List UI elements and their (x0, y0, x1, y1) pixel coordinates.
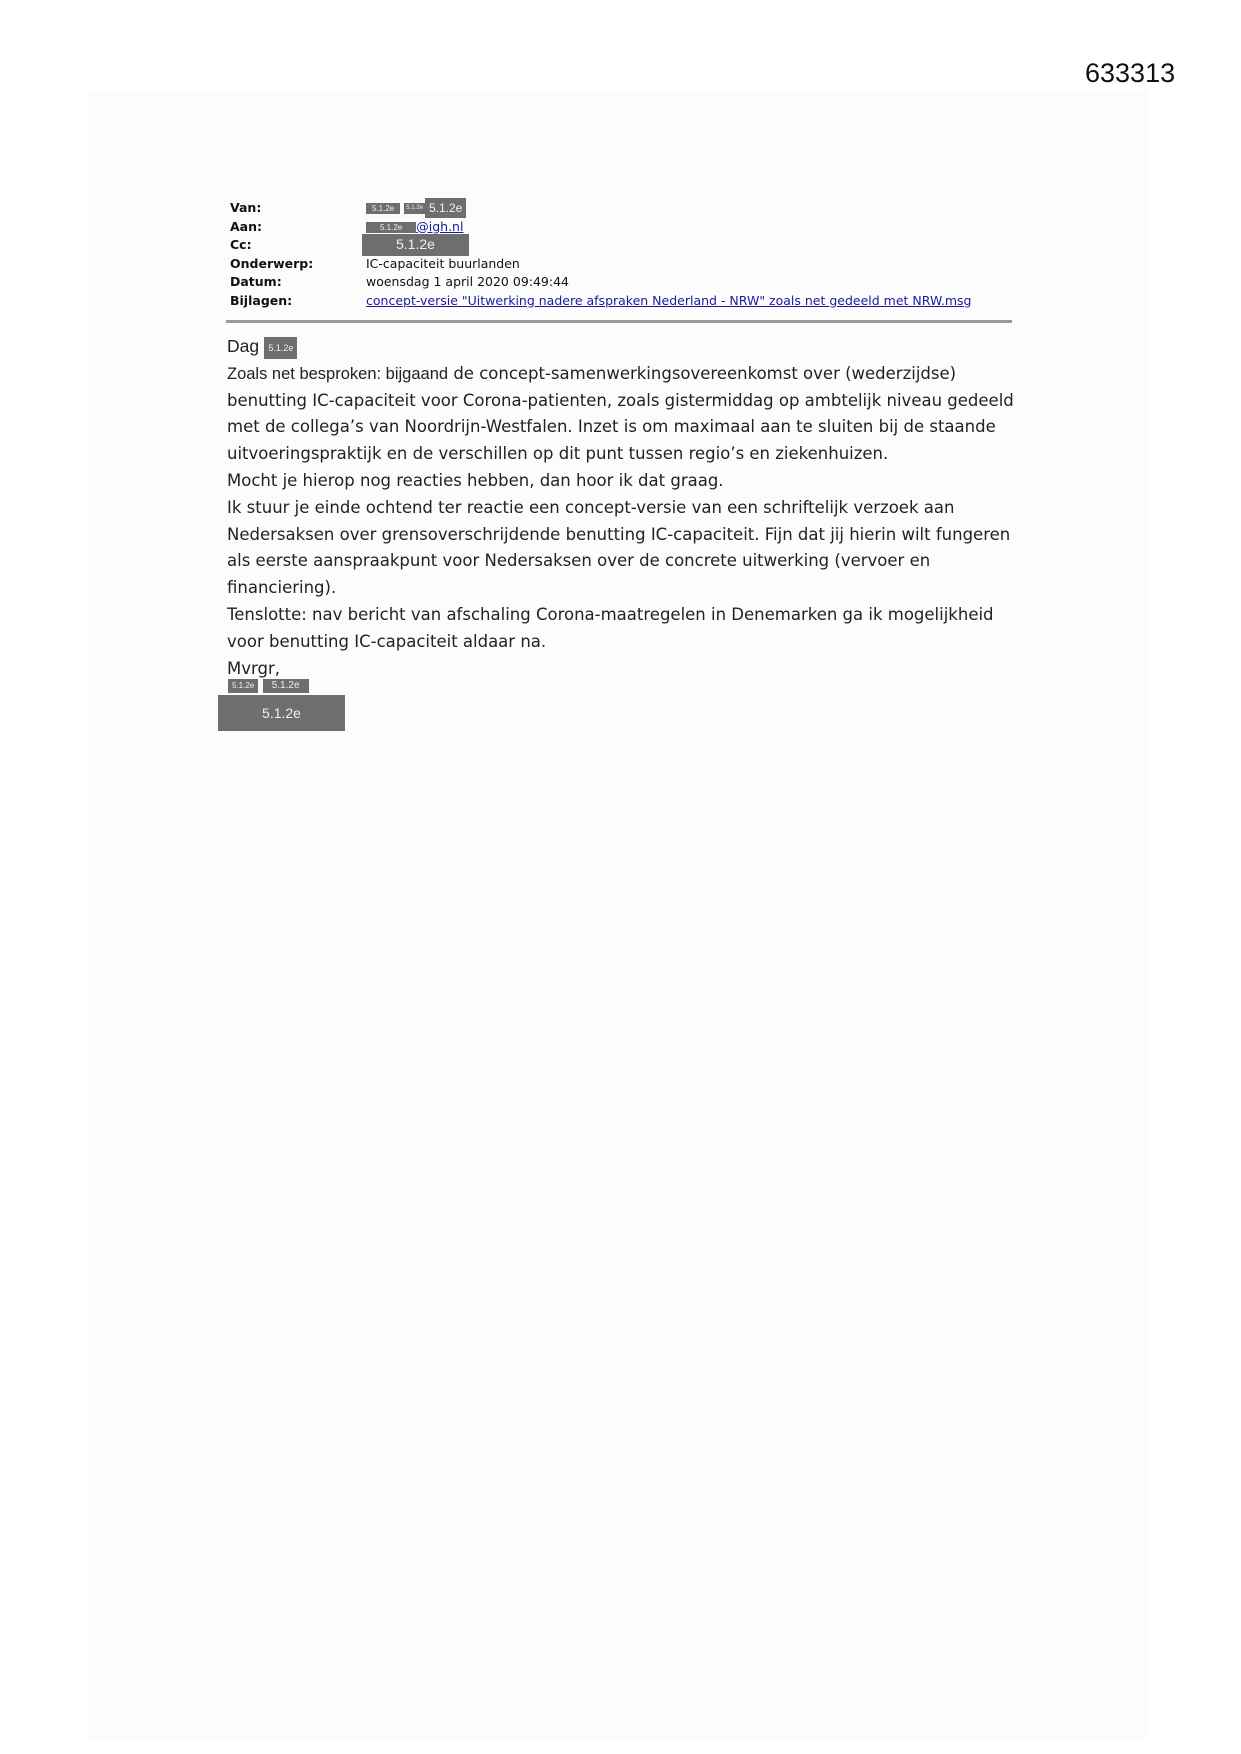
redaction-box: 5.1.2e (404, 203, 425, 214)
paragraph-1-text: de concept-samenwerkingsovereenkomst over (wederzijdse) benutting IC-capaciteit voor Corona-patienten, zoals gistermiddag op ambtelijk niveau gedeeld met de collega’s van Noordrijn-Westfalen. Inzet is om maximaal aan te sluiten bij de staande uitvoeringspraktijk en de verschillen op dit punt tussen regio’s en ziekenhuizen. (227, 363, 1014, 464)
paragraph-3: Ik stuur je einde ochtend ter reactie een concept-versie van een schriftelijk verzoek aan Nedersaksen over grensoverschrijdende benutting IC-capaciteit. Fijn dat jij hierin wilt fungeren als eerste aanspraakpunt voor Nedersaksen over de concrete uitwerking (vervoer en financiering). (227, 497, 1011, 598)
attachment-link[interactable]: concept-versie "Uitwerking nadere afspraken Nederland - NRW" zoals net gedeeld met NRW.msg (366, 292, 972, 308)
greeting: Dag (227, 336, 260, 356)
aan-label: Aan: (230, 218, 263, 234)
document-id: 633313 (1085, 58, 1176, 88)
header-row-van (230, 199, 1010, 218)
header-row-cc (230, 236, 1010, 255)
paragraph-1 (227, 361, 1027, 468)
header-row-onderwerp (230, 255, 1010, 274)
aan-email-link[interactable]: @igh.nl (416, 218, 464, 234)
van-label: Van: (230, 200, 262, 215)
redaction-box: 5.1.2e (263, 679, 309, 693)
redaction-box: 5.1.2e (362, 234, 469, 256)
datum-value: woensdag 1 april 2020 09:49:44 (366, 274, 570, 289)
onderwerp-label: Onderwerp: (230, 255, 314, 271)
lead-text: Zoals net besproken: bijgaand (227, 364, 449, 383)
redaction-box: 5.1.2e (366, 222, 416, 233)
redaction-box: 5.1.2e (228, 679, 258, 693)
bijlagen-label: Bijlagen: (230, 292, 293, 308)
email-header (230, 199, 1010, 310)
paragraph-4: Tenslotte: nav bericht van afschaling Corona-maatregelen in Denemarken ga ik mogelijkheid voor benutting IC-capaciteit aldaar na. (227, 604, 994, 651)
van-value (366, 198, 1010, 218)
redaction-box: 5.1.2e (218, 695, 345, 731)
header-row-bijlagen (230, 292, 1010, 311)
greeting-line (227, 333, 1027, 361)
cc-label: Cc: (230, 237, 252, 252)
aan-value (366, 218, 1010, 237)
datum-label: Datum: (230, 274, 282, 289)
signature-block (218, 677, 345, 731)
signature-row-1 (218, 677, 345, 695)
redaction-box: 5.1.2e (264, 337, 297, 359)
closing: Mvrgr, (227, 658, 280, 678)
cc-value (366, 234, 1010, 256)
paragraph-2: Mocht je hierop nog reacties hebben, dan hoor ik dat graag. (227, 470, 724, 490)
header-divider (226, 320, 1012, 323)
redaction-box: 5.1.2e (366, 203, 400, 214)
signature-row-2 (218, 695, 345, 731)
header-row-datum (230, 273, 1010, 292)
onderwerp-value: IC-capaciteit buurlanden (366, 255, 520, 271)
email-body (227, 333, 1027, 682)
redaction-box: 5.1.2e (425, 198, 466, 218)
header-row-aan (230, 218, 1010, 237)
